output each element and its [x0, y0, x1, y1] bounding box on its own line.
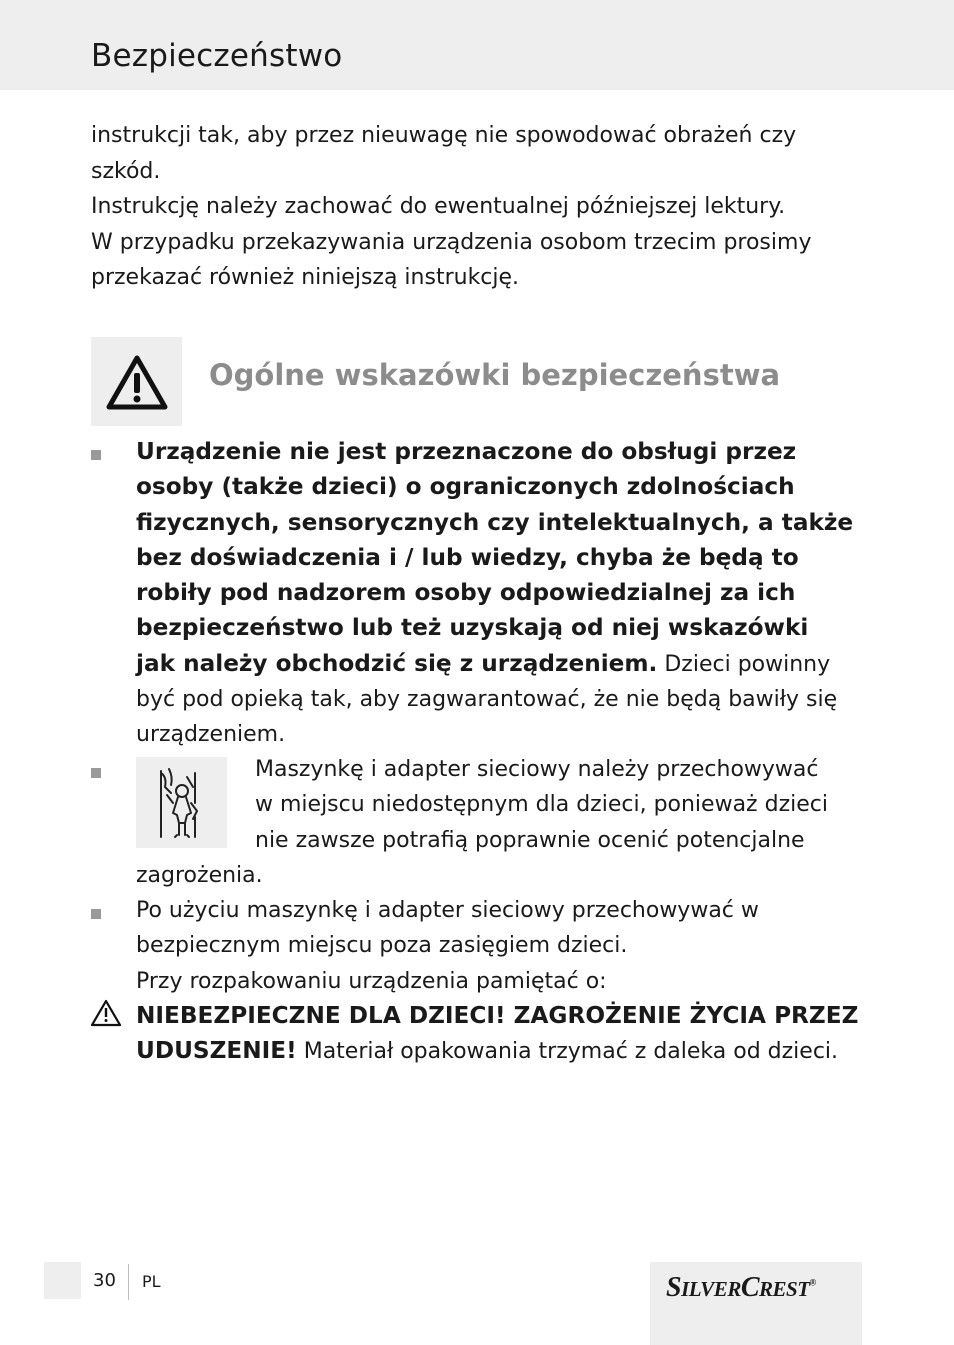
- footer-divider: [128, 1264, 129, 1300]
- item-line: Przy rozpakowaniu urządzenia pamiętać o:: [136, 968, 607, 994]
- danger-notice: [136, 998, 871, 1070]
- intro-line: W przypadku przekazywania urządzenia osobom trzecim prosimy: [91, 229, 812, 255]
- safety-item-2-tail: [136, 858, 871, 893]
- intro-line: szkód.: [91, 158, 161, 184]
- warning-triangle-icon: [105, 353, 169, 411]
- language-code: PL: [142, 1272, 161, 1291]
- bold-line: osoby (także dzieci) o ograniczonych zdolnościach: [136, 473, 795, 501]
- safety-item-2: [255, 752, 875, 858]
- item-line: zagrożenia.: [136, 863, 263, 888]
- bullet-square: [91, 768, 101, 778]
- danger-bold-line: NIEBEZPIECZNE DLA DZIECI! ZAGROŻENIE ŻYCIA PRZEZ: [136, 1002, 859, 1029]
- child-safety-box: [136, 757, 227, 848]
- danger-normal-phrase: Materiał opakowania trzymać z daleka od dzieci.: [296, 1039, 839, 1065]
- brand-logo: SILVERCREST®: [666, 1272, 816, 1303]
- item-line: w miejscu niedostępnym dla dzieci, ponieważ dzieci: [255, 792, 828, 818]
- normal-phrase: Dzieci powinny: [657, 651, 831, 677]
- intro-line: instrukcji tak, aby przez nieuwagę nie spowodować obrażeń czy: [91, 123, 797, 148]
- mixed-line: [136, 646, 871, 682]
- safety-item-3: [136, 893, 871, 999]
- bold-line: bez doświadczenia i / lub wiedzy, chyba że będą to: [136, 543, 799, 571]
- bold-line: bezpieczeństwo lub też uzyskają od niej wskazówki: [136, 614, 809, 642]
- item-line: bezpiecznym miejscu poza zasięgiem dzieci.: [136, 933, 628, 959]
- section-heading: Ogólne wskazówki bezpieczeństwa: [209, 358, 781, 392]
- bullet-square: [91, 450, 101, 460]
- safety-item-1: [136, 434, 871, 753]
- bullet-square: [91, 909, 101, 919]
- item-line: nie zawsze potrafią poprawnie ocenić potencjalne: [255, 827, 805, 853]
- normal-line: być pod opieką tak, aby zagwarantować, że nie będą bawiły się: [136, 687, 838, 713]
- bold-line: robiły pod nadzorem osoby odpowiedzialnej za ich: [136, 579, 796, 607]
- child-safety-icon: [149, 763, 215, 841]
- danger-mixed-line: [136, 1033, 871, 1069]
- intro-paragraph: [91, 118, 871, 296]
- bold-line: Urządzenie nie jest przeznaczone do obsługi przez: [136, 438, 797, 465]
- intro-line: przekazać również niniejszą instrukcję.: [91, 265, 520, 290]
- bold-phrase: jak należy obchodzić się z urządzeniem.: [136, 649, 658, 677]
- bold-line: fizycznych, sensorycznych czy intelektualnych, a także: [136, 508, 854, 536]
- item-line: Maszynkę i adapter sieciowy należy przechowywać: [255, 757, 819, 782]
- footer-band: [44, 1262, 81, 1299]
- warning-triangle-small-icon: [89, 998, 123, 1028]
- normal-line: urządzeniem.: [136, 722, 286, 748]
- danger-bold-phrase: UDUSZENIE!: [136, 1037, 297, 1065]
- warning-box: [91, 337, 182, 426]
- brand-logo-box: [650, 1262, 862, 1345]
- item-line: Po użyciu maszynkę i adapter sieciowy przechowywać w: [136, 898, 759, 923]
- page-number: 30: [93, 1270, 116, 1291]
- intro-line: Instrukcję należy zachować do ewentualnej późniejszej lektury.: [91, 194, 786, 219]
- page-title: Bezpieczeństwo: [91, 38, 343, 74]
